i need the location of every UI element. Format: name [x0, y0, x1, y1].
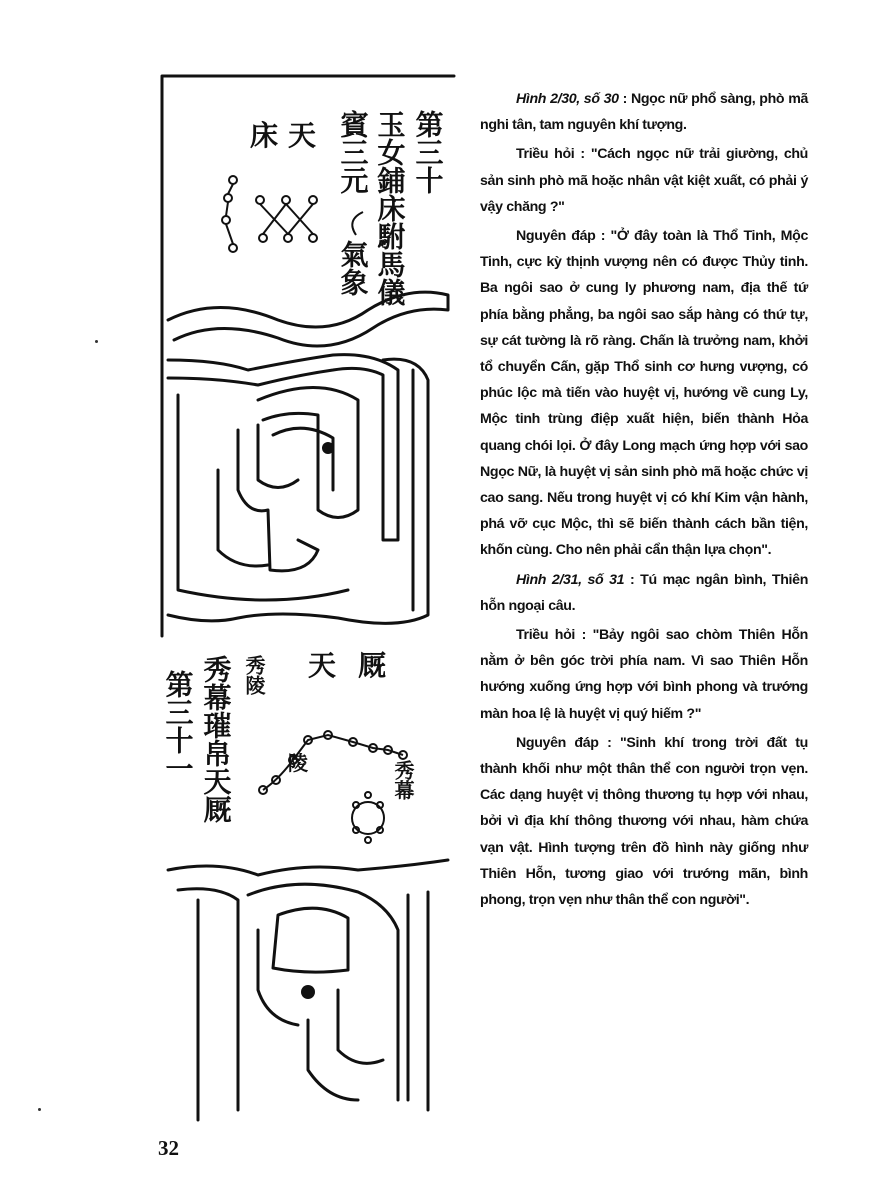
burial-point-2	[301, 985, 315, 999]
figure-30-title-col3: 賓三元	[336, 110, 370, 194]
figure-30-title-col4: 氣象	[336, 240, 370, 296]
paragraph: Triều hỏi : "Bảy ngôi sao chòm Thiên Hỗn nằm ở bên góc trời phía nam. Vì sao Thiên Hỗn hướng xuống ứng hợp với bình phong và trướng màn hoa lệ là huyệt vị quý hiếm ?"	[480, 627, 808, 722]
mountain-contour	[338, 990, 383, 1063]
frame-line	[162, 76, 454, 636]
figure-30-title-col2: 玉女鋪床駙馬儀	[373, 110, 407, 306]
figure-31-subtitle-col: 秀幕璀帛天厩	[199, 655, 233, 823]
mountain-contour	[168, 359, 428, 623]
hexagon-symbol	[352, 792, 384, 843]
caption-30	[480, 86, 808, 138]
mountain-contour	[218, 470, 268, 566]
mountain-contour	[273, 428, 333, 490]
paragraph: Nguyên đáp : "Ở đây toàn là Thổ Tinh, Mộc Tinh, cực kỳ thịnh vượng nên có được Thủy tinh. Ba ngôi sao ở cung ly phương nam, địa thế tứ phía bằng phẳng, ba ngôi sao sắp hàng có thứ tự, sự cát tường là rõ ràng. Chấn là trưởng nam, khởi tổ chuyển Cấn, gặp Thổ sinh cơ hưng vượng, có phúc lộc mà tiến vào huyệt vị, hướng về cung Ly, Mộc tinh trùng điệp xuất hiện, biến thành Hỏa quang chói lọi. Ở đây Long mạch ứng hợp với sao Ngọc Nữ, là huyệt vị sản sinh phò mã hoặc chức vị cao sang. Nếu trong huyệt vị có khí Kim vận hành, phá vỡ cục Mộc, thì sẽ biến thành cách bần tiện, khốn cùng. Cho nên phải cẩn thận lựa chọn".	[480, 228, 808, 559]
mountain-contour	[248, 884, 398, 1100]
figure-31-title-col: 第三十一	[161, 670, 195, 782]
star-chain	[259, 731, 407, 794]
mountain-contour	[273, 908, 348, 972]
label-tian: 天	[288, 119, 317, 152]
label-xiu-ling: 秀陵	[242, 655, 266, 695]
figure-30-title-col1: 第三十	[411, 110, 445, 194]
label-ling: 陵	[288, 751, 308, 775]
mountain-contour	[258, 388, 358, 518]
mountain-contour	[258, 930, 298, 1025]
page-number: 32	[158, 1136, 179, 1160]
mountain-contour	[168, 860, 448, 875]
caption-30-text: : Ngọc nữ phổ sàng, phò mã nghi tân, tam nguyên khí tượng.	[480, 91, 808, 134]
caption-31-text: : Tú mạc ngân bình, Thiên hỗn ngoại câu.	[480, 571, 809, 614]
mountain-contour	[258, 425, 298, 488]
burial-point	[322, 442, 334, 454]
mountain-contour	[178, 889, 238, 1120]
body-text	[480, 86, 808, 916]
caption-31	[480, 567, 808, 619]
label-tian-2: 天	[308, 649, 337, 682]
mountain-contour	[168, 355, 398, 540]
paragraph: Triều hỏi : "Cách ngọc nữ trải giường, chủ sản sinh phò mã hoặc nhân vật kiệt xuất, có phải ý vậy chăng ?"	[480, 146, 808, 215]
paragraph: Nguyên đáp : "Sinh khí trong trời đất tụ thành khối như một thân thể con người trọn vẹn. Các dạng huyệt vị thông thương tụ hợp với nhau, bởi vì địa khí thông thương với nhau, hàm chứa vạn vật. Hình tượng trên đồ hình này giống như Thiên Hỗn, tương giao với trướng mãn, bình phong, trọn vẹn như thân thể con người".	[480, 734, 808, 909]
figure-30-diagram	[158, 70, 458, 640]
speck	[38, 1108, 41, 1111]
label-jiu: 厩	[358, 649, 387, 682]
mountain-contour	[178, 395, 348, 600]
mountain-contour	[408, 892, 428, 1110]
caption-30-label: Hình 2/30, số 30	[516, 91, 619, 107]
figure-31-diagram	[158, 630, 458, 1130]
speck	[95, 340, 98, 343]
label-chuang: 床	[250, 119, 279, 152]
caption-31-label: Hình 2/31, số 31	[516, 571, 625, 588]
mountain-contour	[238, 430, 318, 571]
label-xiu-mu: 秀幕	[391, 760, 415, 800]
